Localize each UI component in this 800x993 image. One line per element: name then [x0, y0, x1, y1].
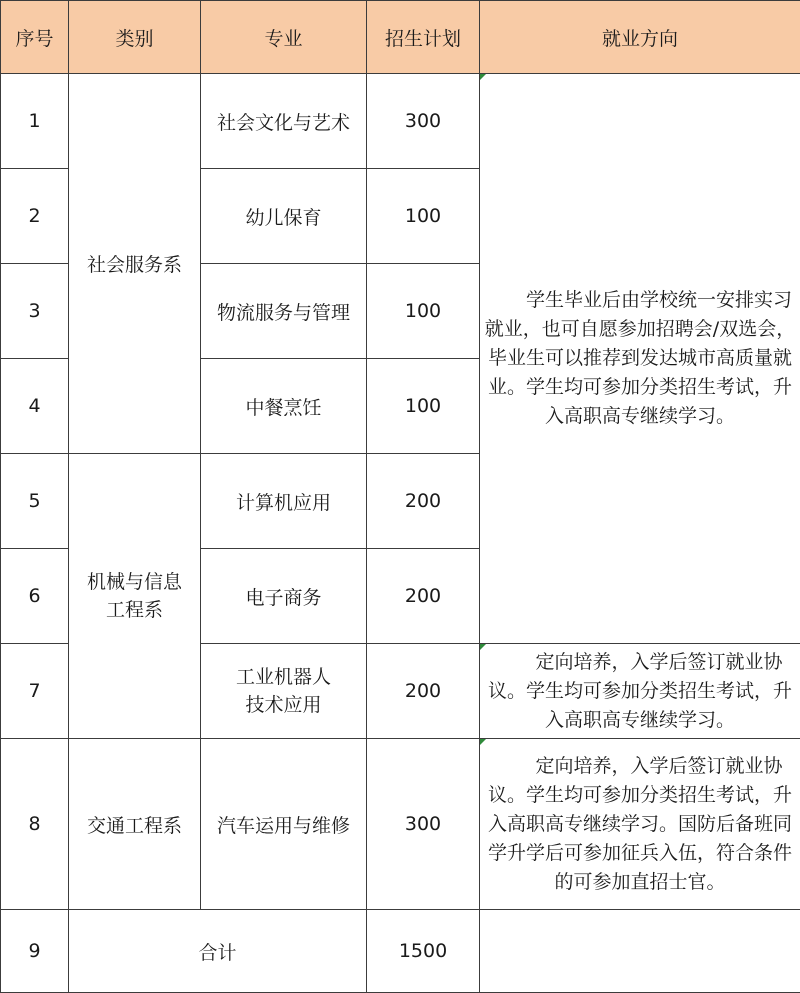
plan-cell: 100	[367, 359, 480, 454]
total-employment-empty	[480, 910, 800, 993]
cell-corner-marker	[480, 739, 486, 745]
employment-text: 定向培养，入学后签订就业协议。学生均可参加分类招生考试，升入高职高专继续学习。国防后备班同学升学后可参加征兵入伍，符合条件的可参加直招士官。	[488, 755, 792, 893]
major-line: 技术应用	[201, 691, 366, 719]
major-cell: 幼儿保育	[201, 169, 367, 264]
header-employment: 就业方向	[480, 1, 800, 74]
row-number: 2	[1, 169, 69, 264]
row-number: 9	[1, 910, 69, 993]
plan-cell: 200	[367, 549, 480, 644]
table-row	[1, 739, 800, 910]
cell-corner-marker	[480, 644, 486, 650]
row-number: 3	[1, 264, 69, 359]
major-line: 工业机器人	[201, 663, 366, 691]
major-cell: 中餐烹饪	[201, 359, 367, 454]
plan-cell: 100	[367, 169, 480, 264]
cell-corner-marker	[480, 74, 486, 80]
employment-cell	[480, 739, 800, 910]
row-number: 4	[1, 359, 69, 454]
major-cell: 电子商务	[201, 549, 367, 644]
category-line: 机械与信息	[69, 568, 200, 596]
header-no: 序号	[1, 1, 69, 74]
category-cell: 社会服务系	[69, 74, 201, 454]
employment-cell	[480, 644, 800, 739]
plan-cell: 200	[367, 454, 480, 549]
row-number: 5	[1, 454, 69, 549]
total-row	[1, 910, 800, 993]
plan-cell: 100	[367, 264, 480, 359]
header-row	[1, 1, 800, 74]
plan-cell: 200	[367, 644, 480, 739]
row-number: 8	[1, 739, 69, 910]
major-cell	[201, 644, 367, 739]
category-cell	[69, 454, 201, 739]
major-cell: 物流服务与管理	[201, 264, 367, 359]
plan-cell: 300	[367, 74, 480, 169]
category-cell: 交通工程系	[69, 739, 201, 910]
employment-text: 学生毕业后由学校统一安排实习就业，也可自愿参加招聘会/双选会，毕业生可以推荐到发达城市高质量就业。学生均可参加分类招生考试，升入高职高专继续学习。	[485, 289, 795, 427]
header-major: 专业	[201, 1, 367, 74]
header-plan: 招生计划	[367, 1, 480, 74]
total-label: 合计	[69, 910, 367, 993]
row-number: 7	[1, 644, 69, 739]
total-plan: 1500	[367, 910, 480, 993]
major-cell: 计算机应用	[201, 454, 367, 549]
category-line: 工程系	[69, 596, 200, 624]
employment-text: 定向培养，入学后签订就业协议。学生均可参加分类招生考试，升入高职高专继续学习。	[488, 651, 792, 731]
row-number: 1	[1, 74, 69, 169]
header-category: 类别	[69, 1, 201, 74]
plan-cell: 300	[367, 739, 480, 910]
major-cell: 社会文化与艺术	[201, 74, 367, 169]
row-number: 6	[1, 549, 69, 644]
major-cell: 汽车运用与维修	[201, 739, 367, 910]
table-row	[1, 74, 800, 169]
employment-cell	[480, 74, 800, 644]
